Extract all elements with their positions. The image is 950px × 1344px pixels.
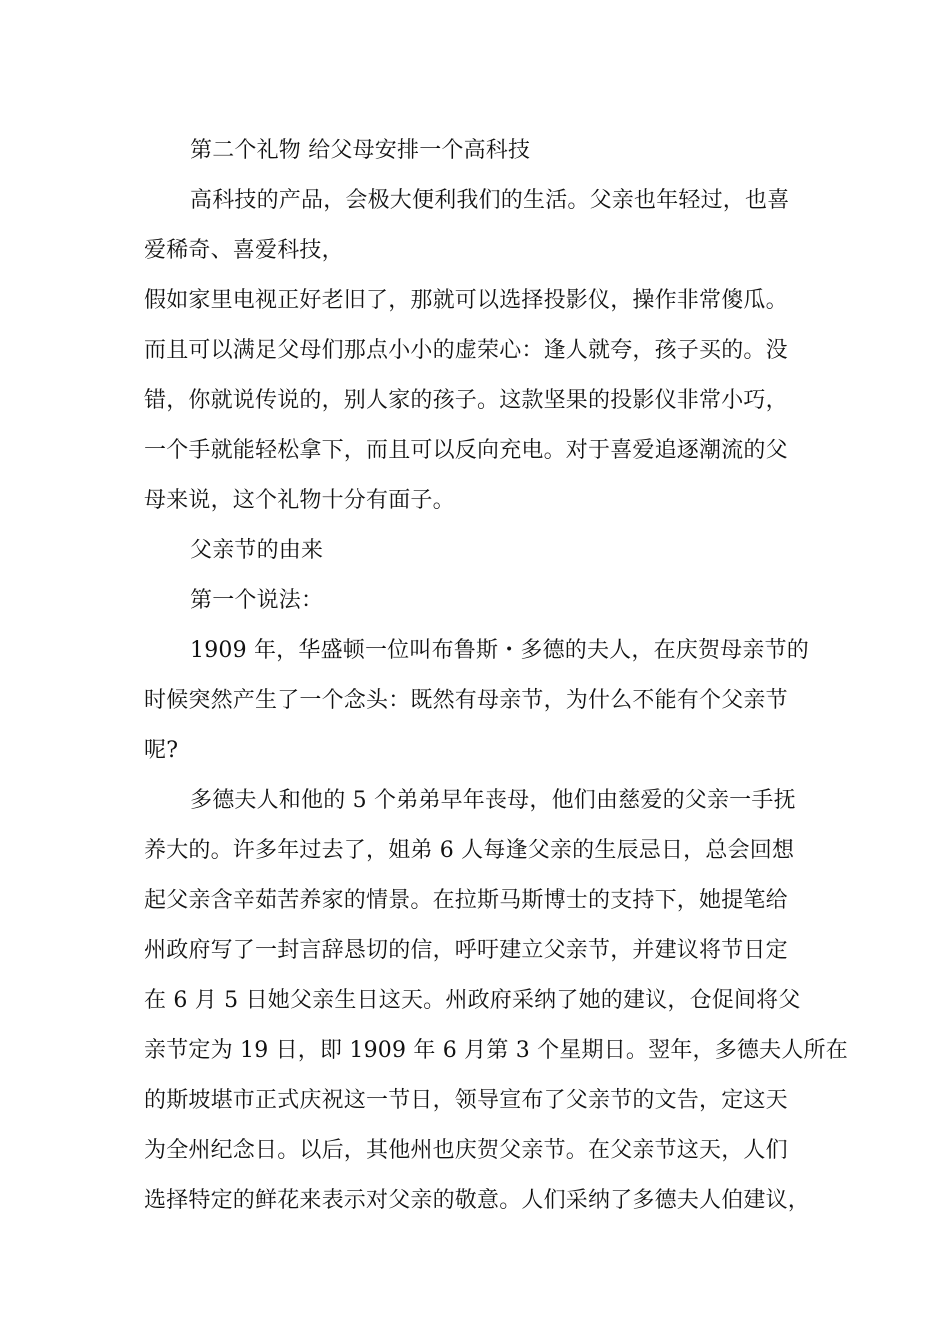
paragraph-line: 多德夫人和他的 5 个弟弟早年丧母，他们由慈爱的父亲一手抚 — [190, 788, 796, 813]
paragraph-line: 母来说，这个礼物十分有面子。 — [144, 488, 455, 513]
paragraph-line: 养大的。许多年过去了，姐弟 6 人每逢父亲的生辰忌日，总会回想 — [144, 838, 795, 863]
paragraph-line: 一个手就能轻松拿下，而且可以反向充电。对于喜爱追逐潮流的父 — [144, 438, 788, 463]
section-heading-gift-2: 第二个礼物 给父母安排一个高科技 — [190, 138, 531, 163]
paragraph-line: 1909 年，华盛顿一位叫布鲁斯・多德的夫人，在庆贺母亲节的 — [190, 638, 809, 663]
subheading-first-theory: 第一个说法： — [190, 588, 324, 613]
paragraph-line: 而且可以满足父母们那点小小的虚荣心：逢人就夸，孩子买的。没 — [144, 338, 788, 363]
paragraph-line: 呢? — [144, 738, 179, 763]
paragraph-line: 为全州纪念日。以后，其他州也庆贺父亲节。在父亲节这天，人们 — [144, 1138, 788, 1163]
paragraph-line: 假如家里电视正好老旧了，那就可以选择投影仪，操作非常傻瓜。 — [144, 288, 788, 313]
paragraph-line: 州政府写了一封言辞恳切的信，呼吁建立父亲节，并建议将节日定 — [144, 938, 788, 963]
paragraph-line: 时候突然产生了一个念头：既然有母亲节，为什么不能有个父亲节 — [144, 688, 788, 713]
paragraph-line: 高科技的产品，会极大便利我们的生活。父亲也年轻过，也喜 — [190, 188, 790, 213]
paragraph-line: 亲节定为 19 日，即 1909 年 6 月第 3 个星期日。翌年，多德夫人所在 — [144, 1038, 848, 1063]
paragraph-line: 爱稀奇、喜爱科技， — [144, 238, 344, 263]
paragraph-line: 在 6 月 5 日她父亲生日这天。州政府采纳了她的建议，仓促间将父 — [144, 988, 801, 1013]
paragraph-line: 的斯坡堪市正式庆祝这一节日，领导宣布了父亲节的文告，定这天 — [144, 1088, 788, 1113]
paragraph-line: 错，你就说传说的，别人家的孩子。这款坚果的投影仪非常小巧， — [144, 388, 788, 413]
paragraph-line: 选择特定的鲜花来表示对父亲的敬意。人们采纳了多德夫人伯建议， — [144, 1188, 811, 1213]
paragraph-line: 起父亲含辛茹苦养家的情景。在拉斯马斯博士的支持下，她提笔给 — [144, 888, 788, 913]
section-heading-origin: 父亲节的由来 — [190, 538, 324, 563]
